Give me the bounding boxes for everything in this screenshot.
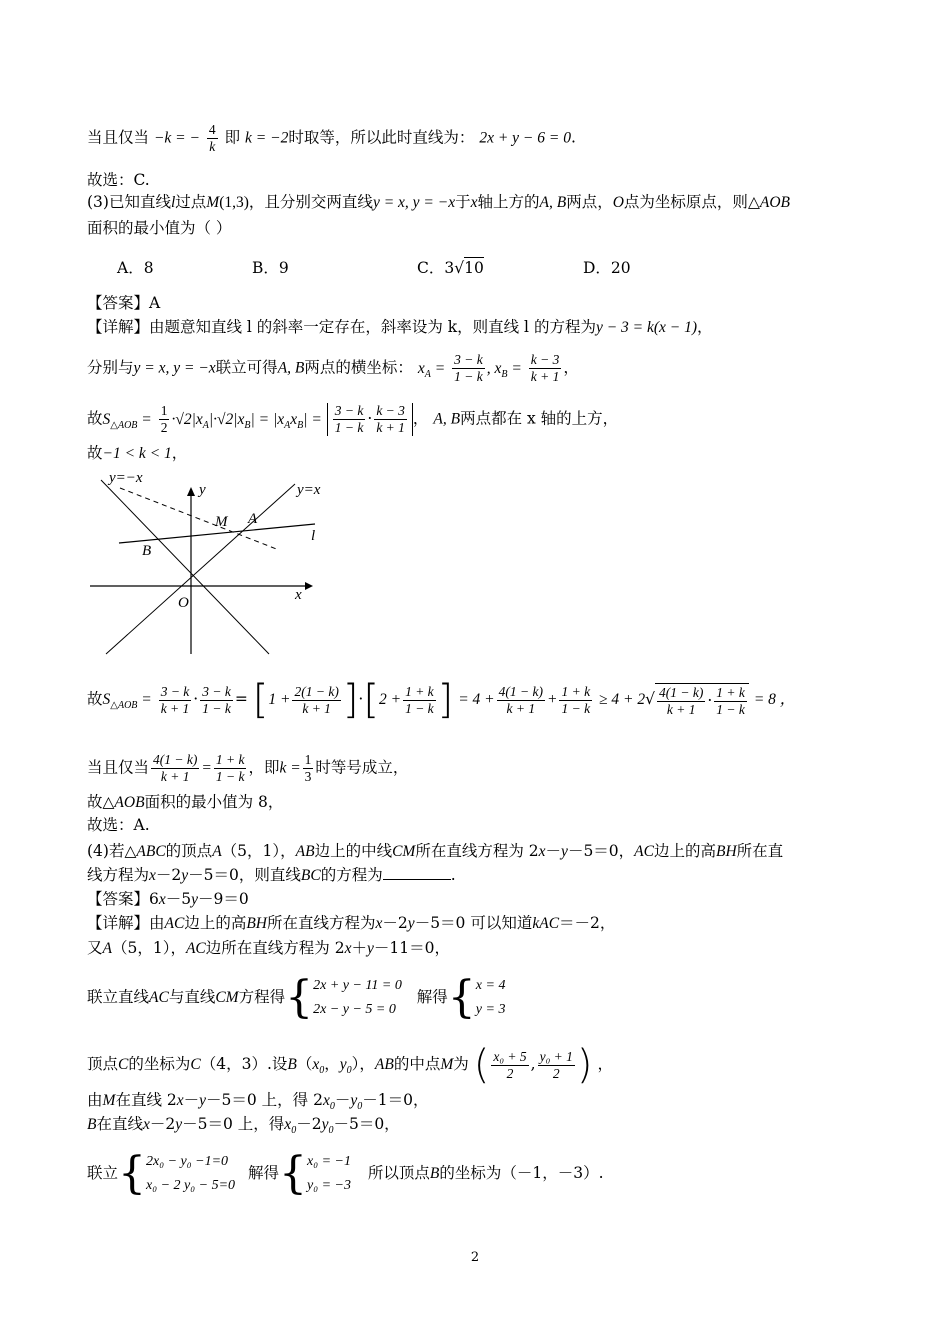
label-A: A bbox=[248, 511, 258, 527]
x-axis-arrow-icon bbox=[305, 582, 313, 590]
text-line: 故△AOB面积的最小值为 8， bbox=[87, 793, 284, 811]
line-y-x bbox=[106, 484, 295, 654]
y-axis-arrow-icon bbox=[187, 487, 195, 496]
text: 即 bbox=[224, 128, 241, 147]
text-line: 面积的最小值为（ ） bbox=[87, 219, 232, 237]
label-x: x bbox=[295, 587, 302, 603]
text-line: B在直线x－2y－5＝0 上，得$x_0-2y_0-5=0$， bbox=[87, 1115, 400, 1137]
text: 时取等，所以此时直线为： bbox=[288, 128, 475, 147]
text-line: 故选：C. bbox=[87, 171, 150, 189]
text-line: 顶点C的坐标为C（4，3）.设$B(x_0$，$y_0$），AB的中点M为 ( $\frac{\text{x₀ + 5}}{2}$ , $\frac{\text{y₀ + 1}}{2}$ ) ， bbox=[87, 1042, 613, 1088]
answer-label: 【答案】6x－5y－9＝0 bbox=[87, 890, 249, 908]
text-line: 当且仅当 −k = − $\frac{4}{k}$ 即 k = −2时取等，所以此时直线为： 2x + y − 6 = 0. bbox=[87, 122, 576, 154]
label-M: M bbox=[215, 514, 228, 530]
answer-blank bbox=[383, 865, 451, 880]
answer-label: 【答案】A bbox=[87, 294, 161, 312]
text-line: 当且仅当 $\frac{4(1 - k)}{k + 1}$ = $\frac{1 + k}{1 - k}$ ，即k = $\frac{1}{3}$ 时等号成立， bbox=[87, 752, 409, 784]
label-l: l bbox=[311, 528, 316, 544]
choice-d: D．20 bbox=[583, 259, 631, 277]
question-4-line: (4)若△ABC的顶点A（5，1），AB边上的中线CM所在直线方程为 2x－y－5＝0，AC边上的高BH所在直 bbox=[87, 842, 784, 860]
text-line: 故$S_{\triangle AOB}$ = $\frac{3 - k}{k + 1}$ · $\frac{3 - k}{1 - k}$ = [1 + $\frac{2(1 - k)}{k + 1}$ ]·[2 + $\frac{1 + k}{1 - k}$ ] = 4 + $\frac{4(1 - k)}{k + 1}$ + $\frac{1 + k}{1 - k}$ ≥ 4 + 2√ $\frac{4(1 - k)}{k + 1}$ · $\frac{1 + k}{1 - k}$ = 8 ， bbox=[87, 677, 796, 723]
label-y: y bbox=[199, 482, 206, 498]
math: −k = − bbox=[153, 129, 200, 147]
text-line: 分别与y = x, y = −x联立可得A, B两点的横坐标： $x_A$ = $\frac{3 - k}{1 - k}$ , $x_B$ = $\frac{k - 3}{k + 1}$ ， bbox=[87, 352, 579, 384]
explanation-line: 【详解】由题意知直线 l 的斜率一定存在，斜率设为 k，则直线 l 的方程为y − 3 = k(x − 1)， bbox=[87, 318, 713, 336]
question-3-line: (3)已知直线l过点M(1,3)，且分别交两直线y = x, y = −x于x轴上方的A, B两点，O点为坐标原点，则△AOB bbox=[87, 193, 790, 211]
label-O: O bbox=[178, 595, 189, 611]
line-intersection-diagram bbox=[87, 472, 337, 662]
text-line: 故选：A. bbox=[87, 816, 150, 834]
text-line: 联立直线AC与直线CM方程得{ 2x + y − 11 = 0 2x − y − 5 = 0 解得{ x = 4 y = 3 bbox=[87, 972, 506, 1023]
label-y-x: y=x bbox=[297, 482, 321, 498]
choice-b: B．9 bbox=[252, 259, 289, 277]
text-line: 线方程为x－2y－5＝0，则直线BC的方程为 . bbox=[87, 866, 456, 884]
fraction: $\frac{4}{k}$ bbox=[208, 122, 216, 154]
math: k = −2 bbox=[245, 129, 289, 147]
text-line: 故−1 < k < 1， bbox=[87, 444, 188, 462]
label-y-neg-x: y=−x bbox=[109, 472, 143, 486]
text-line: 又A（5，1），AC边所在直线方程为 2x＋y－11＝0， bbox=[87, 939, 450, 957]
explanation-line: 【详解】由AC边上的高BH所在直线方程为x－2y－5＝0 可以知道kAC＝－2， bbox=[87, 914, 616, 932]
math: 2x + y − 6 = 0 bbox=[479, 129, 571, 147]
text-line: 由M在直线 2x－y－5＝0 上，得 $2x_0-y_0-1=0$， bbox=[87, 1091, 429, 1113]
text: 当且仅当 bbox=[87, 128, 150, 147]
text-line: 故$S_{\triangle AOB}$ = $\frac{1}{2}$ $\cdot√2|x_A|\cdot√2|x_B| = |x_Ax_B|$ = $\frac{3 - k}{1 - k}$ · $\frac{k - 3}{k + 1}$ ， A, B两点都在 x 轴的上方， bbox=[87, 403, 619, 435]
line-y-neg-x bbox=[101, 480, 269, 654]
choice-c: C．3√10 bbox=[417, 259, 484, 277]
label-B: B bbox=[142, 543, 152, 559]
page-number: 2 bbox=[470, 1250, 480, 1265]
choice-a: A．8 bbox=[117, 259, 154, 277]
text-line: 联立{ 2x₀ − y₀ −1=0 x₀ − 2 y₀ − 5=0 解得{ x₀ = −1 y₀ = −3 所以顶点B的坐标为（－1，－3）. bbox=[87, 1148, 604, 1199]
